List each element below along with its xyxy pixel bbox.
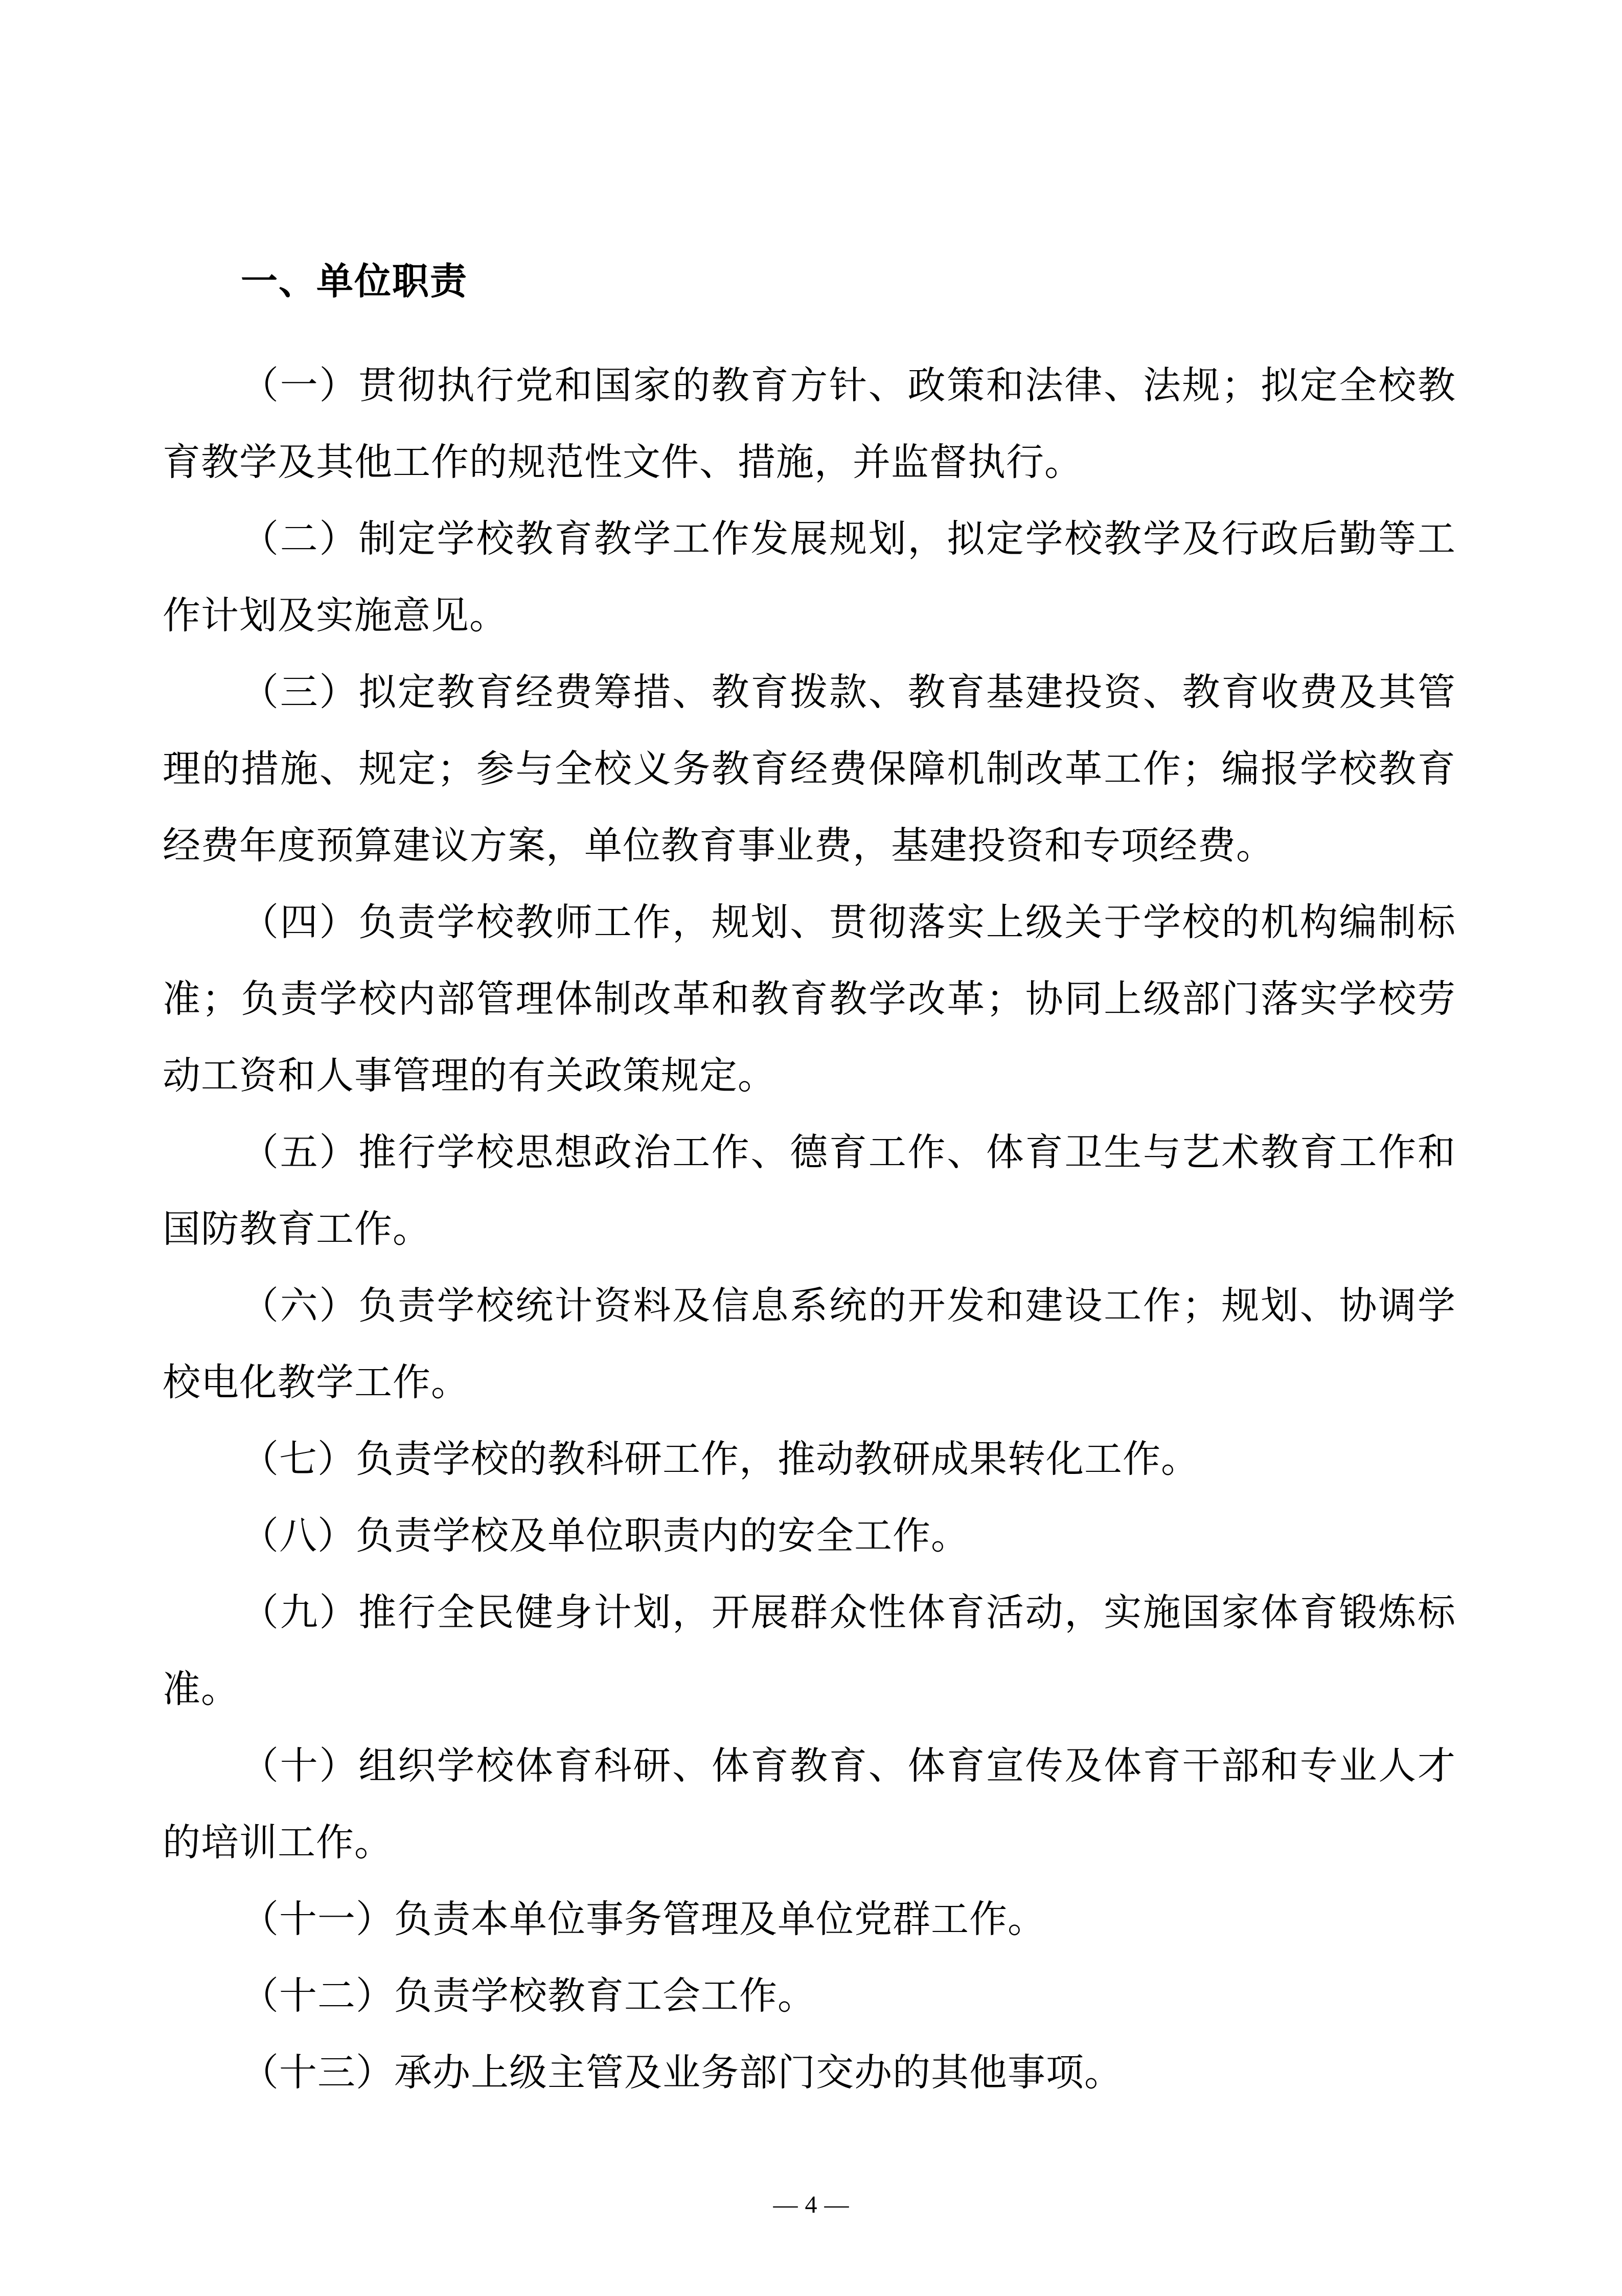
text-line: 校电化教学工作。 — [163, 1362, 469, 1404]
text-line: 理的措施、规定；参与全校义务教育经费保障机制改革工作；编报学校教育 — [163, 748, 1456, 790]
text-line: （一）贯彻执行党和国家的教育方针、政策和法律、法规；拟定全校教 — [241, 365, 1456, 407]
text-line: （七）负责学校的教科研工作，推动教研成果转化工作。 — [241, 1439, 1199, 1481]
text-line: 的培训工作。 — [163, 1822, 393, 1864]
paragraph-8 — [163, 1498, 1456, 1575]
paragraph-12 — [163, 1958, 1456, 2035]
text-line: 作计划及实施意见。 — [163, 595, 508, 637]
text-line: （二）制定学校教育教学工作发展规划，拟定学校教学及行政后勤等工 — [241, 518, 1456, 560]
paragraph-5 — [163, 1115, 1456, 1268]
paragraph-7 — [163, 1421, 1456, 1498]
paragraph-4 — [163, 884, 1456, 1115]
paragraph-3 — [163, 654, 1456, 884]
text-line: 准；负责学校内部管理体制改革和教育教学改革；协同上级部门落实学校劳 — [163, 979, 1456, 1020]
text-line: （五）推行学校思想政治工作、德育工作、体育卫生与艺术教育工作和 — [241, 1132, 1456, 1174]
page-number: 4 — [805, 2191, 817, 2218]
section-title: 一、单位职责 — [241, 261, 468, 302]
text-line: 准。 — [163, 1669, 239, 1711]
text-line: （九）推行全民健身计划，开展群众性体育活动，实施国家体育锻炼标 — [241, 1592, 1456, 1634]
text-line: 国防教育工作。 — [163, 1209, 431, 1251]
text-line: （十一）负责本单位事务管理及单位党群工作。 — [241, 1899, 1046, 1941]
paragraph-9 — [163, 1575, 1456, 1728]
document-body — [163, 243, 1456, 2111]
text-line: 育教学及其他工作的规范性文件、措施，并监督执行。 — [163, 442, 1083, 484]
text-line: （八）负责学校及单位职责内的安全工作。 — [241, 1515, 969, 1557]
text-line: （四）负责学校教师工作，规划、贯彻落实上级关于学校的机构编制标 — [241, 902, 1456, 944]
text-line: （三）拟定教育经费筹措、教育拨款、教育基建投资、教育收费及其管 — [241, 672, 1456, 714]
paragraph-10 — [163, 1728, 1456, 1881]
paragraph-2 — [163, 501, 1456, 654]
paragraph-1 — [163, 348, 1456, 501]
footer-dash-right: — — [824, 2191, 849, 2218]
text-line: 经费年度预算建议方案，单位教育事业费，基建投资和专项经费。 — [163, 825, 1274, 867]
text-line: （十二）负责学校教育工会工作。 — [241, 1975, 816, 2017]
text-line: （六）负责学校统计资料及信息系统的开发和建设工作；规划、协调学 — [241, 1285, 1456, 1327]
paragraph-6 — [163, 1268, 1456, 1421]
paragraph-13 — [163, 2035, 1456, 2111]
text-line: （十）组织学校体育科研、体育教育、体育宣传及体育干部和专业人才 — [241, 1745, 1456, 1787]
footer-dash-left: — — [773, 2191, 798, 2218]
text-line: 动工资和人事管理的有关政策规定。 — [163, 1055, 776, 1097]
page-footer — [0, 2190, 1622, 2220]
paragraph-11 — [163, 1881, 1456, 1958]
text-line: （十三）承办上级主管及业务部门交办的其他事项。 — [241, 2052, 1123, 2094]
